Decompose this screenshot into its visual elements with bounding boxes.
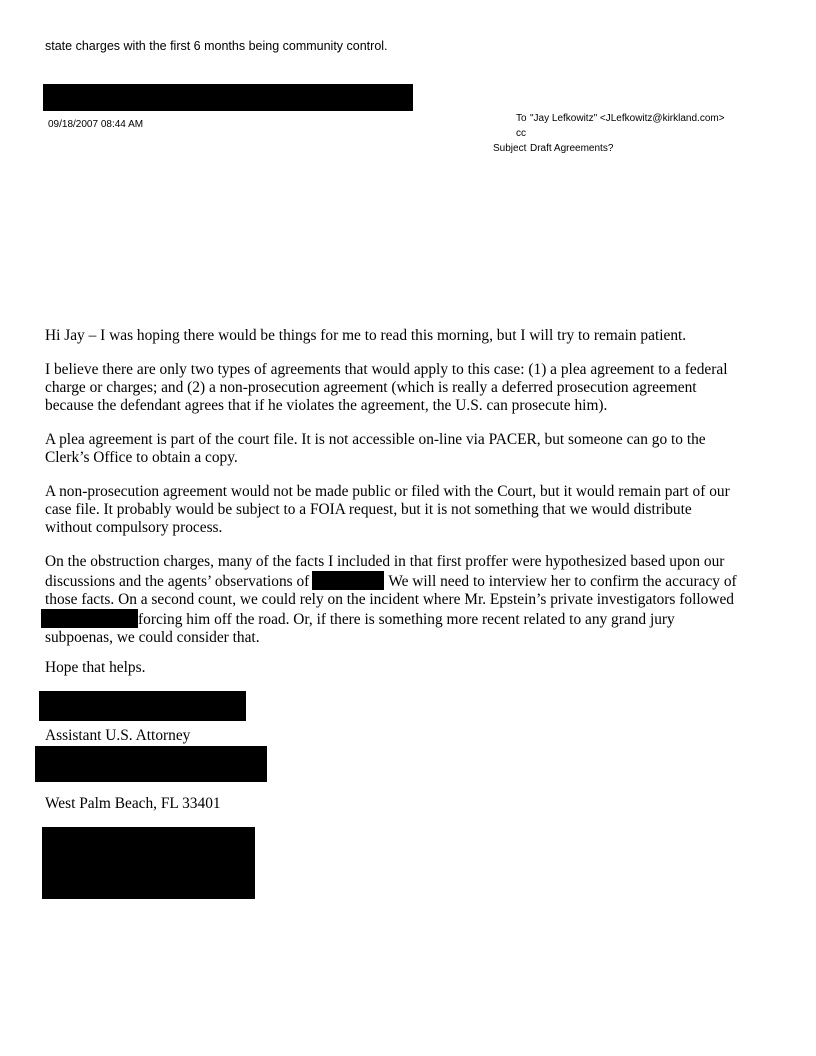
text-line: those facts. On a second count, we could rely on the incident where Mr. Epstein’s private investigators followed [45, 591, 734, 608]
redaction-signature-name [39, 691, 246, 721]
text-line: I believe there are only two types of agreements that would apply to this case: (1) a plea agreement to a federal [45, 361, 728, 378]
paragraph-obstruction [45, 553, 775, 647]
redaction-contact [42, 827, 255, 899]
paragraph-plea-agreement [45, 431, 775, 467]
paragraph-closing [45, 659, 775, 677]
email-timestamp: 09/18/2007 08:44 AM [48, 119, 144, 130]
paragraph-agreement-types [45, 361, 775, 415]
text-line-with-redaction [45, 609, 775, 629]
text-line: Hope that helps. [45, 659, 146, 676]
signature-title: Assistant U.S. Attorney [45, 727, 191, 744]
text-line: Hi Jay – I was hoping there would be things for me to read this morning, but I will try to remain patient. [45, 327, 687, 344]
text-line: charge or charges; and (2) a non-prosecution agreement (which is really a deferred prosecution agreement [45, 379, 697, 396]
text-line: because the defendant agrees that if he violates the agreement, the U.S. can prosecute him). [45, 397, 608, 414]
text-fragment: discussions and the agents’ observations of [45, 573, 310, 590]
continuation-line: state charges with the first 6 months being community control. [45, 39, 388, 53]
text-line: On the obstruction charges, many of the facts I included in that first proffer were hypothesized based upon our [45, 553, 725, 570]
paragraph-greeting [45, 327, 775, 345]
redaction-address [35, 746, 267, 782]
text-line: A non-prosecution agreement would not be made public or filed with the Court, but it would remain part of our [45, 483, 730, 500]
text-line-with-redaction [45, 571, 775, 591]
text-fragment: forcing him off the road. Or, if there is something more recent related to any grand jury [138, 611, 675, 628]
text-line: Clerk’s Office to obtain a copy. [45, 449, 238, 466]
text-line: subpoenas, we could consider that. [45, 629, 260, 646]
paragraph-non-prosecution [45, 483, 775, 537]
cc-label: cc [516, 128, 526, 139]
text-line: without compulsory process. [45, 519, 223, 536]
text-line: case file. It probably would be subject to a FOIA request, but it is not something that we would distribute [45, 501, 692, 518]
subject-value: Draft Agreements? [530, 143, 614, 154]
text-line: A plea agreement is part of the court file. It is not accessible on-line via PACER, but someone can go to the [45, 431, 706, 448]
subject-label: Subject [493, 143, 527, 154]
redaction-inline [312, 571, 384, 590]
to-value: "Jay Lefkowitz" <JLefkowitz@kirkland.com> [530, 113, 725, 124]
redaction-inline [41, 609, 138, 628]
signature-city: West Palm Beach, FL 33401 [45, 795, 221, 812]
redaction-sender [43, 84, 413, 111]
to-label: To [516, 113, 527, 124]
text-fragment: We will need to interview her to confirm the accuracy of [388, 573, 737, 590]
